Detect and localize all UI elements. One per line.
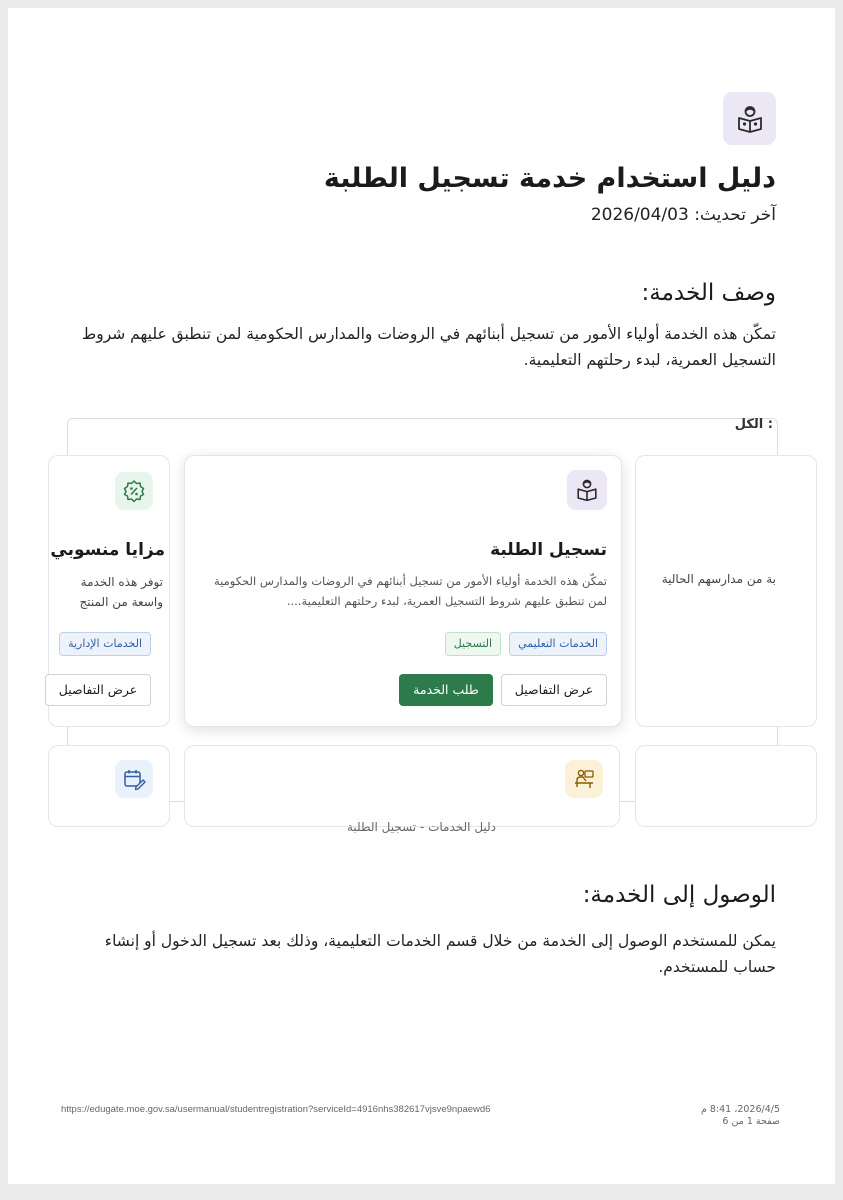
tag-registration: التسجيل bbox=[445, 632, 501, 656]
card-description: تمكّن هذه الخدمة أولياء الأمور من تسجيل أبنائهم في الروضات والمدارس الحكومية لمن تنطبق عليهم شروط التسجيل العمرية، لبدء رحلتهم التعليمية.... bbox=[213, 574, 607, 608]
figure-caption: دليل الخدمات - تسجيل الطلبة bbox=[346, 820, 497, 834]
footer-datetime: 2026/4/5، 8:41 م bbox=[700, 1104, 780, 1115]
tag-administrative-services: الخدمات الإدارية bbox=[59, 632, 151, 656]
card-title: تسجيل الطلبة bbox=[490, 540, 607, 560]
service-card-partial-bottom-middle bbox=[184, 745, 620, 827]
card-description-line-2: واسعة من المنتج bbox=[79, 595, 163, 609]
section-body-access: يمكن للمستخدم الوصول إلى الخدمة من خلال قسم الخدمات التعليمية، وذلك بعد تسجيل الدخول أو إنشاء حساب للمستخدم. bbox=[104, 932, 776, 976]
card-description: بة من مدارسهم الحالية bbox=[661, 572, 776, 586]
card-title: مزايا منسوبي bbox=[50, 540, 165, 560]
service-card-partial-bottom-left bbox=[48, 745, 170, 827]
calendar-edit-icon bbox=[115, 760, 153, 798]
view-details-button[interactable]: عرض التفاصيل bbox=[501, 674, 607, 706]
service-card-student-registration[interactable] bbox=[184, 455, 622, 727]
view-details-button[interactable]: عرض التفاصيل bbox=[45, 674, 151, 706]
footer-url: https://edugate.moe.gov.sa/usermanual/studentregistration?serviceId=4916nhs382617vjsve9npaewd6 bbox=[61, 1104, 491, 1115]
student-reading-icon bbox=[723, 92, 776, 145]
request-service-button[interactable]: طلب الخدمة bbox=[399, 674, 493, 706]
tag-educational-services: الخدمات التعليمي bbox=[509, 632, 607, 656]
service-guide-screenshot bbox=[50, 417, 778, 802]
section-heading-access: الوصول إلى الخدمة: bbox=[582, 882, 776, 908]
filter-label: : الكل bbox=[734, 417, 773, 432]
student-reading-icon bbox=[567, 470, 607, 510]
discount-badge-icon bbox=[115, 472, 153, 510]
card-description-line-1: توفر هذه الخدمة bbox=[80, 575, 163, 589]
section-body-description: تمكّن هذه الخدمة أولياء الأمور من تسجيل أبنائهم في الروضات والمدارس الحكومية لمن تنطبق عليهم شروط التسجيل العمرية، لبدء رحلتهم التعليمية. bbox=[81, 325, 776, 369]
page-title: دليل استخدام خدمة تسجيل الطلبة bbox=[323, 163, 776, 194]
service-card-partial-right bbox=[635, 455, 817, 727]
service-card-partial-bottom-right bbox=[635, 745, 817, 827]
footer-page-number: صفحة 1 من 6 bbox=[722, 1116, 780, 1127]
service-card-partial-left bbox=[48, 455, 170, 727]
teacher-at-desk-icon bbox=[565, 760, 603, 798]
footer-datetime-and-page bbox=[701, 1104, 780, 1128]
last-updated: آخر تحديث: 2026/04/03 bbox=[590, 205, 776, 225]
section-heading-description: وصف الخدمة: bbox=[641, 280, 776, 306]
